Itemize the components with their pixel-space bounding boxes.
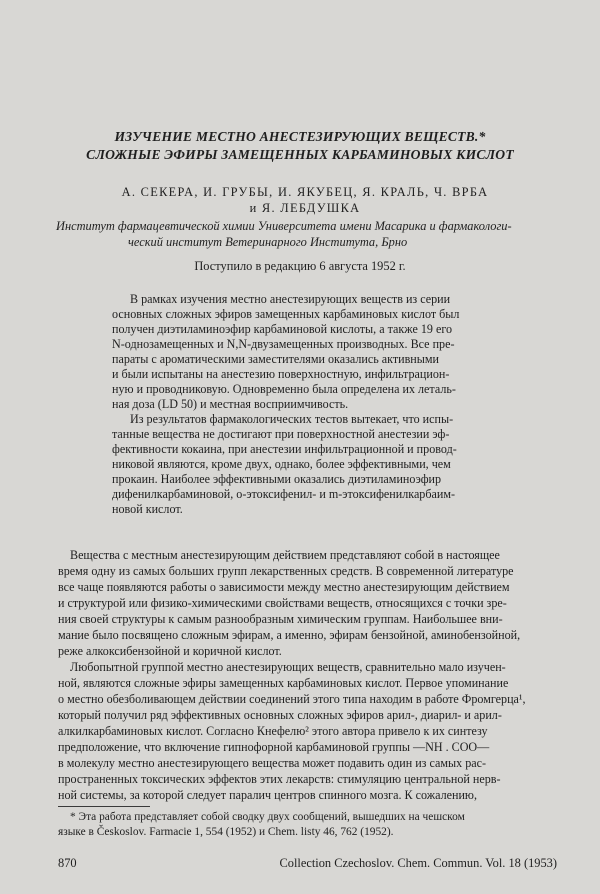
body-line: ния своей структуры к самым разнообразным химическим группам. Наибольшее вни- [58, 612, 503, 626]
body-line: о местно обезболивающем действии соединений этого типа находим в работе Фромгерца¹, [58, 692, 526, 706]
paper-title-line-1: ИЗУЧЕНИЕ МЕСТНО АНЕСТЕЗИРУЮЩИХ ВЕЩЕСТВ.* [114, 129, 486, 144]
body-line: который получил ряд эффективных основных сложных эфиров арил-, диарил- и арил- [58, 708, 502, 722]
abstract-line: N-однозамещенных и N,N-двузамещенных производных. Все пре- [112, 337, 455, 351]
abstract-line: прокаин. Наиболее эффективными оказались диэтиламиноэфир [112, 472, 442, 486]
body-line: мание было посвящено сложным эфирам, а именно, эфирам бензойной, аминобензойной, [58, 628, 521, 642]
institution-line-1: Институт фармацевтической химии Университета имени Масарика и фармакологи- [56, 219, 512, 233]
abstract-line: никовой являются, кроме двух, однако, более эффективными, чем [112, 457, 451, 471]
abstract-line: фективности кокаина, при анестезии инфильтрационной и провод- [112, 442, 457, 456]
abstract-line: дифенилкарбаминовой, o-этоксифенил- и m-этоксифенилкарбаим- [112, 487, 456, 501]
body-line: Любопытной группой местно анестезирующих веществ, сравнительно мало изучен- [70, 660, 506, 674]
body-line: и структурой или физико-химическими свойствами веществ, относящихся с точки зре- [58, 596, 507, 610]
abstract-line: В рамках изучения местно анестезирующих веществ из серии [130, 292, 451, 306]
journal-citation: Collection Czechoslov. Chem. Commun. Vol. 18 (1953) [279, 856, 557, 870]
footnote-line: языке в Českoslov. Farmacie 1, 554 (1952) и Chem. listy 46, 762 (1952). [58, 826, 394, 838]
page-number: 870 [58, 856, 77, 870]
abstract-line: ная доза (LD 50) и местная восприимчивость. [112, 397, 349, 411]
authors-line-1: А. СЕКЕРА, И. ГРУБЫ, И. ЯКУБЕЦ, Я. КРАЛЬ, Ч. ВРБА [121, 185, 489, 199]
body-line: все чаще появляются работы о зависимости между местно анестезирующим действием [58, 580, 510, 594]
abstract-line: основных сложных эфиров замещенных карбаминовых кислот был [112, 307, 460, 321]
abstract-line: Из результатов фармакологических тестов вытекает, что испы- [130, 412, 454, 426]
institution-line-2: ческий институт Ветеринарного Института, Брно [128, 235, 408, 249]
body-line: алкилкарбаминовых кислот. Согласно Кнефелю² этого автора привело к их синтезу [58, 724, 488, 738]
body-line: пространенных токсических эффектов этих лекарств: стимуляцию центральной нерв- [58, 772, 501, 786]
abstract-line: новой кислот. [112, 502, 183, 516]
footnote-line: * Эта работа представляет собой сводку двух сообщений, вышедших на чешском [70, 811, 465, 823]
abstract-line: получен диэтиламиноэфир карбаминовой кислоты, а также 19 его [112, 322, 453, 336]
body-line: реже алкоксибензойной и коричной кислот. [58, 644, 282, 658]
body-line: в молекулу местно анестезирующего вещества может подавить один из самых рас- [58, 756, 487, 770]
abstract-line: и были испытаны на анестезию поверхностную, инфильтрацион- [112, 367, 450, 381]
body-line: ной, являются сложные эфиры замещенных карбаминовых кислот. Первое упоминание [58, 676, 509, 690]
authors-line-2: и Я. ЛЕБДУШКА [249, 201, 361, 215]
body-line: предположение, что включение гипнофорной карбаминовой группы —NH . COO— [58, 740, 490, 754]
abstract-line: танные вещества не достигают при поверхностной анестезии эф- [112, 427, 450, 441]
abstract-line: параты с ароматическими заместителями оказались активными [112, 352, 440, 366]
footnote-rule [58, 806, 150, 807]
body-line: Вещества с местным анестезирующим действием представляют собой в настоящее [70, 548, 500, 562]
paper-title-line-2: СЛОЖНЫЕ ЭФИРЫ ЗАМЕЩЕННЫХ КАРБАМИНОВЫХ КИСЛОТ [86, 147, 514, 162]
body-line: время одну из самых больших групп лекарственных средств. В современной литературе [58, 564, 514, 578]
abstract-line: ную и проводниковую. Одновременно была определена их леталь- [112, 382, 456, 396]
body-line: ной системы, за которой следует паралич центров спинного мозга. К сожалению, [58, 788, 477, 802]
received-date: Поступило в редакцию 6 августа 1952 г. [194, 259, 406, 273]
